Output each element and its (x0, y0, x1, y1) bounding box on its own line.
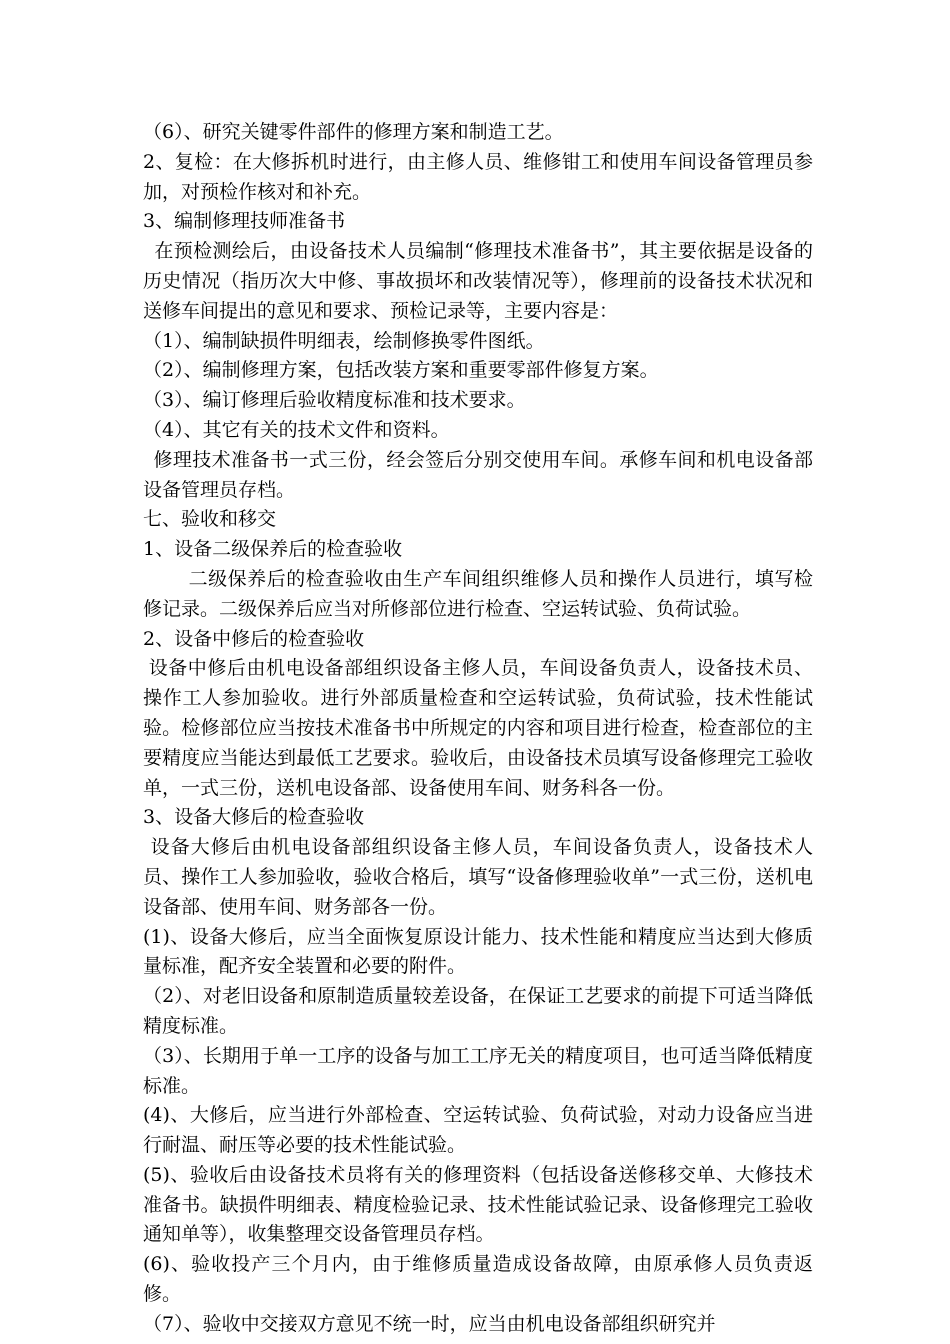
secondary-maintenance-paragraph: 二级保养后的检查验收由生产车间组织维修人员和操作人员进行，填写检修记录。二级保养后应当对所修部位进行检查、空运转试验、负荷试验。 (143, 567, 813, 620)
overhaul-item-3: （3）、长期用于单一工序的设备与加工工序无关的精度项目，也可适当降低精度标准。 (143, 1044, 813, 1097)
archive-paragraph: 修理技术准备书一式三份，经会签后分别交使用车间。承修车间和机电设备部设备管理员存档。 (143, 448, 813, 501)
overhaul-item-5: (5)、验收后由设备技术员将有关的修理资料（包括设备送修移交单、大修技术准备书。缺损件明细表、精度检验记录、技术性能试验记录、设备修理完工验收通知单等），收集整理交设备管理员存档。 (143, 1163, 813, 1246)
list-item-3: （3）、编订修理后验收精度标准和技术要求。 (143, 389, 526, 412)
list-item-6: （6）、研究关键零件部件的修理方案和制造工艺。 (143, 121, 564, 143)
overhaul-paragraph: 设备大修后由机电设备部组织设备主修人员，车间设备负责人，设备技术人员、操作工人参加验收，验收合格后，填写“设备修理验收单”一式三份，送机电设备部、使用车间、财务部各一份。 (143, 836, 813, 918)
section-heading-2: 2、设备中修后的检查验收 (143, 627, 365, 650)
medium-repair-paragraph: 设备中修后由机电设备部组织设备主修人员，车间设备负责人，设备技术员、操作工人参加验收。进行外部质量检查和空运转试验，负荷试验，技术性能试验。检修部位应当按技术准备书中所规定的内容和项目进行检查，检查部位的主要精度应当能达到最低工艺要求。验收后，由设备技术员填写设备修理完工验收单，一式三份，送机电设备部、设备使用车间、财务科各一份。 (143, 657, 813, 799)
preparation-paragraph: 在预检测绘后，由设备技术人员编制“修理技术准备书”，其主要依据是设备的历史情况（指历次大中修、事故损坏和改装情况等），修理前的设备技术状况和送修车间提出的意见和要求、预检记录等，主要内容是： (143, 240, 813, 322)
document-body (143, 118, 813, 1340)
overhaul-item-2: （2）、对老旧设备和原制造质量较差设备，在保证工艺要求的前提下可适当降低精度标准。 (143, 985, 813, 1037)
overhaul-item-4: (4)、大修后，应当进行外部检查、空运转试验、负荷试验，对动力设备应当进行耐温、耐压等必要的技术性能试验。 (143, 1104, 813, 1157)
list-item-2: （2）、编制修理方案，包括改装方案和重要零部件修复方案。 (143, 359, 659, 382)
list-item-1: （1）、编制缺损件明细表，绘制修换零件图纸。 (143, 329, 545, 352)
overhaul-item-1: (1)、设备大修后，应当全面恢复原设计能力、技术性能和精度应当达到大修质量标准，配齐安全装置和必要的附件。 (143, 925, 813, 978)
overhaul-item-7: （7）、验收中交接双方意见不统一时，应当由机电设备部组织研究并 (143, 1312, 716, 1335)
reinspection-paragraph: 2、复检：在大修拆机时进行，由主修人员、维修钳工和使用车间设备管理员参加，对预检作核对和补充。 (143, 150, 813, 203)
overhaul-item-6: (6)、验收投产三个月内，由于维修质量造成设备故障，由原承修人员负责返修。 (143, 1253, 813, 1306)
list-item-4: （4）、其它有关的技术文件和资料。 (143, 418, 450, 441)
section-heading-3b: 3、设备大修后的检查验收 (143, 806, 365, 829)
section-heading-3: 3、编制修理技师准备书 (143, 210, 346, 233)
chapter-heading-7: 七、验收和移交 (143, 508, 277, 531)
section-heading-1: 1、设备二级保养后的检查验收 (143, 538, 403, 561)
